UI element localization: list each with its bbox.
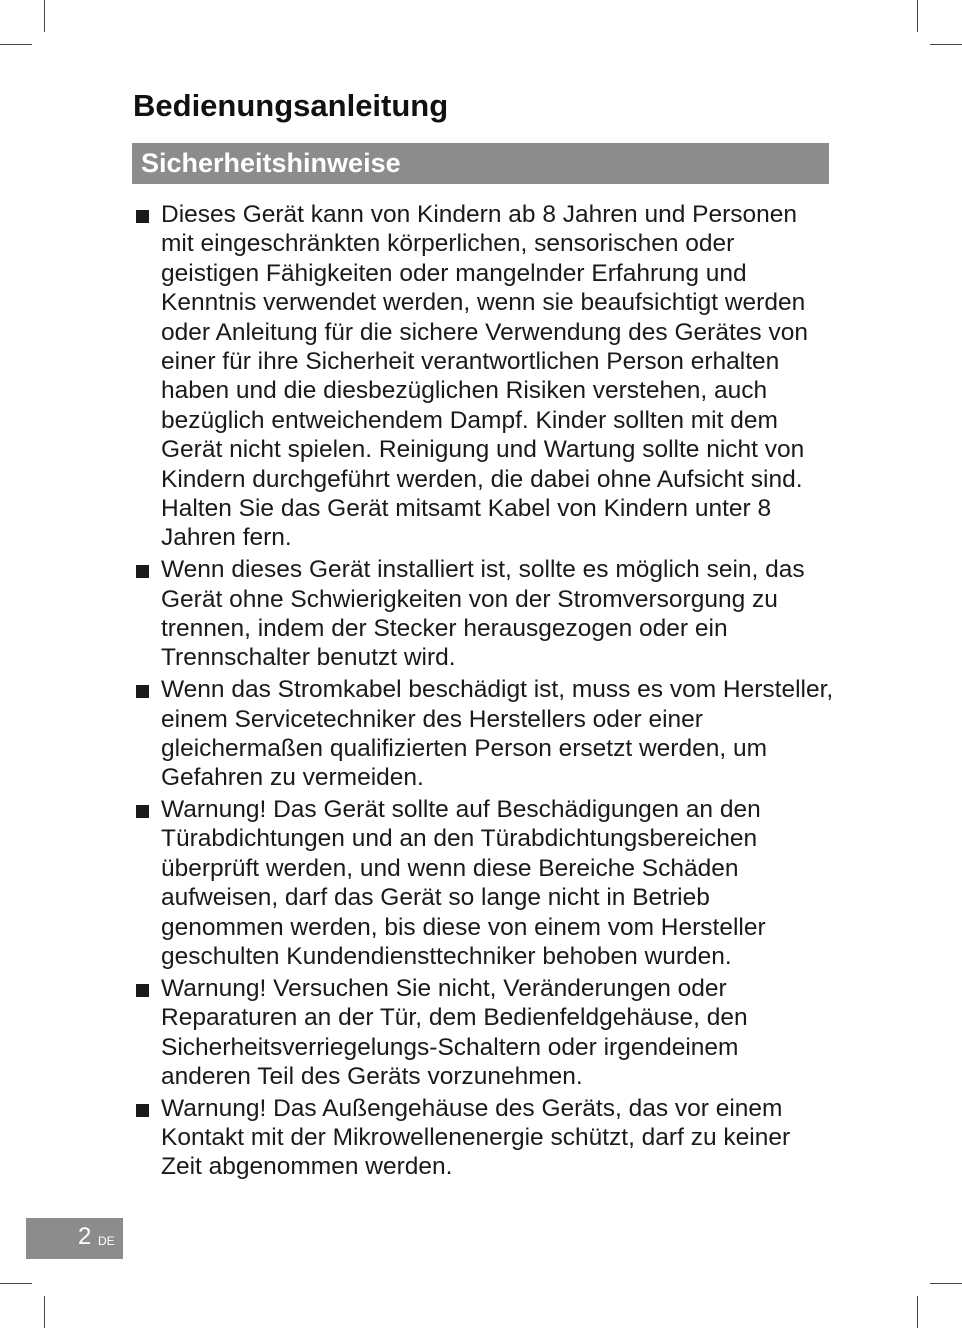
square-bullet-icon	[136, 984, 149, 997]
crop-mark	[930, 44, 962, 45]
list-item	[134, 1094, 834, 1182]
square-bullet-icon	[136, 805, 149, 818]
section-header	[132, 143, 829, 184]
list-item-text: Dieses Gerät kann von Kindern ab 8 Jahren und Personen mit eingeschränkten körperlichen, sensorischen oder geistigen Fähigkeiten oder mangelnder Erfahrung und Kenntnis verwendet werden, wenn sie beaufsichtigt werden oder Anleitung für die sichere Verwendung des Gerätes von einer für ihre Sicherheit verantwortlichen Person erhalten haben und die diesbezüglichen Risiken verstehen, auch bezüglich entweichendem Dampf. Kinder sollten mit dem Gerät nicht spielen. Reinigung und Wartung sollte nicht von Kindern durchgeführt werden, die dabei ohne Aufsicht sind. Halten Sie das Gerät mitsamt Kabel von Kindern unter 8 Jahren fern.	[161, 201, 808, 552]
page-title: Bedienungsanleitung	[133, 88, 449, 123]
crop-mark	[917, 1296, 918, 1328]
crop-mark	[0, 44, 32, 45]
square-bullet-icon	[136, 565, 149, 578]
language-code: DE	[98, 1234, 115, 1248]
safety-list	[134, 200, 834, 1184]
crop-mark	[44, 0, 45, 32]
crop-mark	[44, 1296, 45, 1328]
list-item	[134, 555, 834, 673]
square-bullet-icon	[136, 685, 149, 698]
list-item	[134, 675, 834, 793]
square-bullet-icon	[136, 210, 149, 223]
list-item	[134, 974, 834, 1092]
square-bullet-icon	[136, 1104, 149, 1117]
page-number: 2	[78, 1223, 92, 1250]
crop-mark	[917, 0, 918, 32]
page-number-box	[26, 1218, 123, 1259]
list-item-text: Wenn das Stromkabel beschädigt ist, muss es vom Hersteller, einem Servicetechniker des Herstellers oder einer gleichermaßen qualifizierten Person ersetzt werden, um Gefahren zu vermeiden.	[161, 676, 834, 792]
list-item-text: Warnung! Das Außengehäuse des Geräts, das vor einem Kontakt mit der Mikrowellenenergie schützt, darf zu keiner Zeit abgenommen werden.	[161, 1094, 791, 1181]
crop-mark	[930, 1283, 962, 1284]
crop-mark	[0, 1283, 32, 1284]
list-item-text: Warnung! Versuchen Sie nicht, Veränderungen oder Reparaturen an der Tür, dem Bedienfeldgehäuse, den Sicherheitsverriegelungs-Schaltern oder irgendeinem anderen Teil des Geräts vorzunehmen.	[161, 974, 748, 1090]
list-item	[134, 795, 834, 971]
section-title: Sicherheitshinweise	[141, 148, 401, 178]
list-item	[134, 200, 834, 553]
list-item-text: Warnung! Das Gerät sollte auf Beschädigungen an den Türabdichtungen und an den Türabdichtungsbereichen überprüft werden, und wenn diese Bereiche Schäden aufweisen, darf das Gerät so lange nicht in Betrieb genommen werden, bis diese von einem vom Hersteller geschulten Kundendiensttechniker behoben wurden.	[161, 796, 766, 971]
list-item-text: Wenn dieses Gerät installiert ist, sollte es möglich sein, das Gerät ohne Schwierigkeiten von der Stromversorgung zu trennen, indem der Stecker herausgezogen oder ein Trennschalter benutzt wird.	[161, 556, 805, 672]
